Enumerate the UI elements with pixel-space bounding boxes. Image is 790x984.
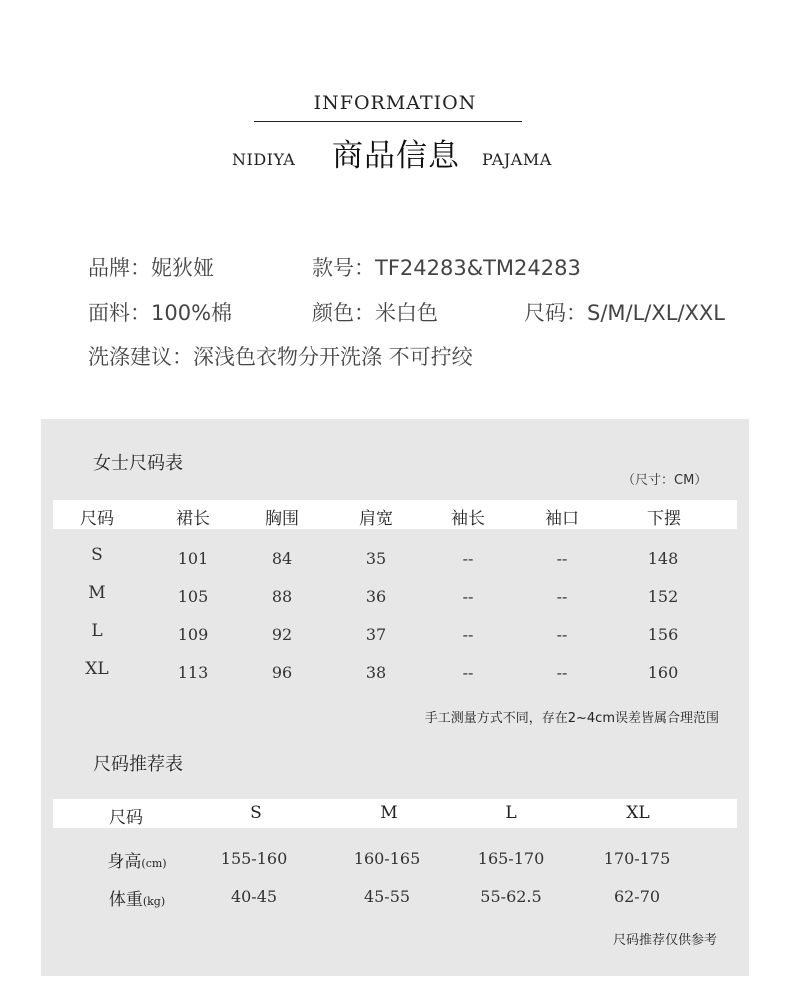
header-title-row [0, 130, 790, 178]
size-chart-header-cell: 下摆 [647, 509, 681, 529]
size-chart-header-cell: 裙长 [176, 509, 210, 529]
table-cell: 92 [271, 625, 293, 644]
size-chart-header-cell: 胸围 [265, 509, 299, 529]
page-title: 商品信息 [332, 138, 460, 174]
info-sizes: 尺码：S/M/L/XL/XXL [524, 301, 726, 325]
size-label: L [91, 621, 103, 641]
table-cell: -- [556, 663, 568, 682]
table-cell: 160 [647, 663, 679, 682]
recommend-header-cell: XL [626, 803, 650, 823]
table-cell: 160-165 [353, 849, 421, 868]
table-cell: 35 [365, 549, 387, 568]
size-chart-header-cell: 肩宽 [359, 509, 393, 529]
table-cell: 113 [177, 663, 209, 682]
table-cell: 45-55 [363, 887, 411, 906]
table-cell: -- [462, 625, 474, 644]
info-wash: 洗涤建议：深浅色衣物分开洗涤 不可拧绞 [88, 345, 473, 369]
recommend-header-cell: 尺码 [109, 808, 143, 828]
size-label: M [88, 583, 106, 603]
table-cell: 62-70 [613, 887, 661, 906]
table-cell: 36 [365, 587, 387, 606]
info-brand: 品牌：妮狄娅 [88, 256, 214, 280]
table-cell: 152 [647, 587, 679, 606]
table-cell: 105 [177, 587, 209, 606]
header-rule [254, 121, 522, 122]
height-label: 身高(cm) [107, 852, 167, 872]
table-cell: 84 [271, 549, 293, 568]
recommend-title: 尺码推荐表 [93, 754, 183, 775]
size-chart-header-cell: 袖长 [451, 509, 485, 529]
table-cell: -- [462, 587, 474, 606]
brand-word-right: PAJAMA [482, 150, 552, 169]
table-cell: 38 [365, 663, 387, 682]
table-cell: 155-160 [220, 849, 288, 868]
table-cell: -- [462, 663, 474, 682]
size-label: S [91, 545, 103, 565]
recommend-header [53, 799, 737, 828]
table-cell: 37 [365, 625, 387, 644]
table-cell: -- [462, 549, 474, 568]
table-cell: 88 [271, 587, 293, 606]
size-chart-unit: （尺寸：CM） [622, 473, 708, 488]
info-style-no: 款号：TF24283&TM24283 [312, 256, 581, 280]
weight-label: 体重(kg) [108, 890, 166, 910]
table-cell: 170-175 [603, 849, 671, 868]
size-chart-header-cell: 尺码 [80, 509, 114, 529]
table-cell: 96 [271, 663, 293, 682]
table-cell: 40-45 [230, 887, 278, 906]
size-chart-title: 女士尺码表 [93, 453, 183, 474]
info-color: 颜色：米白色 [312, 301, 438, 325]
recommend-header-cell: M [380, 803, 398, 823]
table-cell: 55-62.5 [480, 887, 542, 906]
recommend-header-cell: S [250, 803, 262, 823]
recommend-note: 尺码推荐仅供参考 [612, 933, 717, 948]
size-chart-header-cell: 袖口 [545, 509, 579, 529]
size-chart-header [53, 500, 737, 529]
brand-word-left: NIDIYA [232, 150, 296, 169]
table-cell: 165-170 [477, 849, 545, 868]
table-cell: 109 [177, 625, 209, 644]
size-panel [41, 419, 749, 976]
recommend-header-cell: L [505, 803, 517, 823]
info-fabric: 面料：100%棉 [88, 301, 233, 325]
table-cell: 148 [647, 549, 679, 568]
size-chart-note: 手工测量方式不同，存在2~4cm误差皆属合理范围 [424, 711, 719, 726]
table-cell: -- [556, 549, 568, 568]
table-cell: -- [556, 625, 568, 644]
table-cell: -- [556, 587, 568, 606]
table-cell: 101 [177, 549, 209, 568]
header-eyebrow: INFORMATION [313, 92, 477, 114]
size-label: XL [85, 659, 109, 679]
table-cell: 156 [647, 625, 679, 644]
